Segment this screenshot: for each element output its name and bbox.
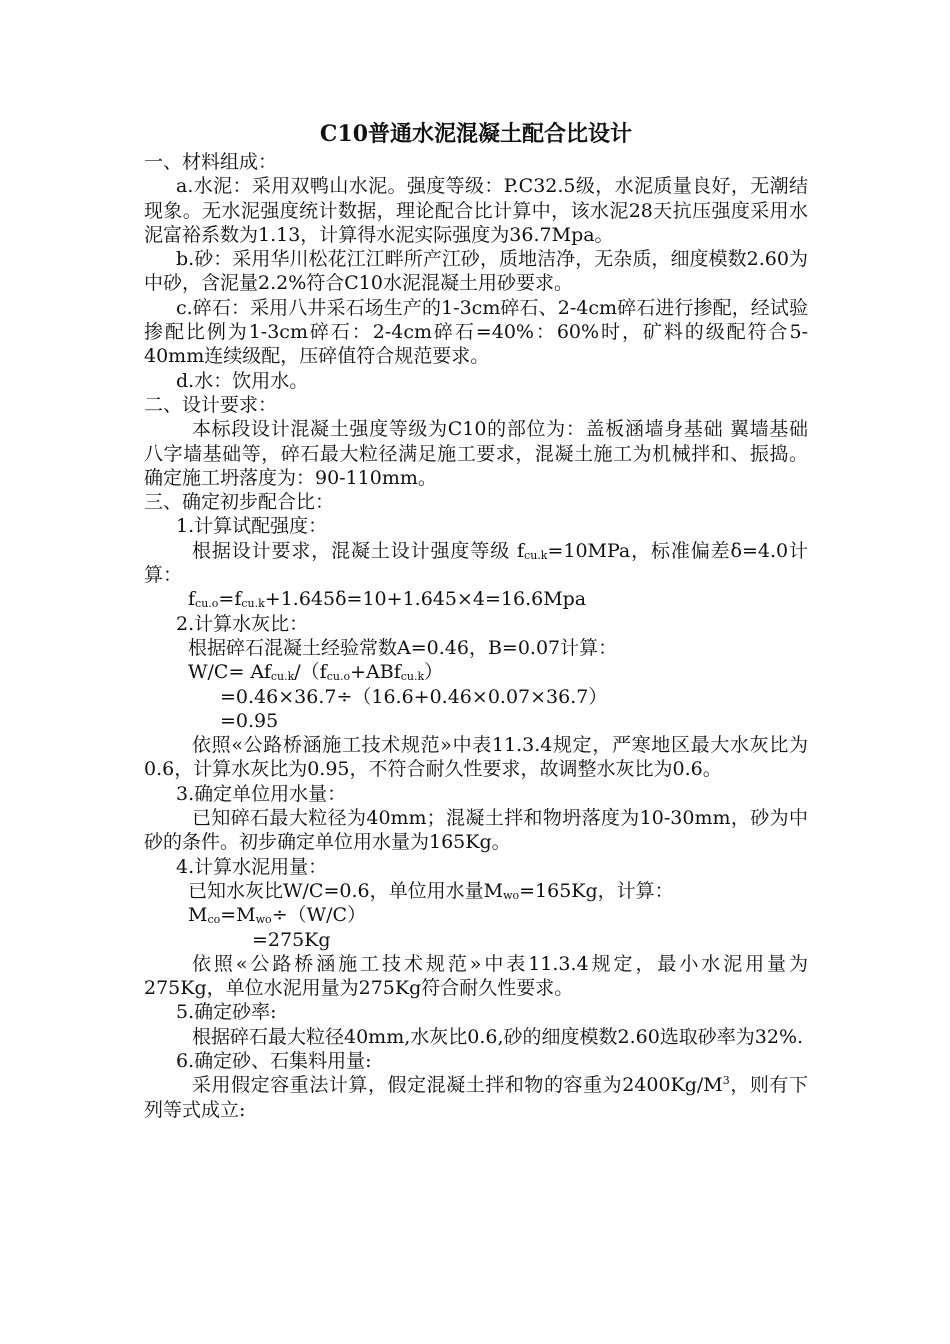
- step-6-text: 采用假定容重法计算，假定混凝土拌和物的容重为$2400Kg/M^3$，则有下列等式成立:: [144, 1074, 808, 1121]
- material-water-paragraph: d.水：饮用水。: [176, 369, 309, 392]
- step-5-text: 根据碎石最大粒径40mm,水灰比0.6,砂的细度模数2.60选取砂率为32%.: [192, 1025, 804, 1048]
- step-4-formula-2: =275Kg: [252, 928, 331, 951]
- step-2-formula-2: =0.46×36.7÷（16.6+0.46×0.07×36.7）: [220, 685, 608, 708]
- step-4-heading: 4.计算水泥用量：: [176, 855, 328, 878]
- step-1-text: 根据设计要求，混凝土设计强度等级 $f_{cu.k}=10MPa$，标准偏差δ=4.0计算：: [144, 539, 808, 587]
- step-2-note: 依照«公路桥涵施工技术规范»中表11.3.4规定，严寒地区最大水灰比为0.6，计算水灰比为0.95，不符合耐久性要求，故调整水灰比为0.6。: [144, 734, 808, 781]
- document-title: C10普通水泥混凝土配合比设计: [319, 121, 633, 147]
- step-3-text: 已知碎石最大粒径为40mm；混凝土拌和物坍落度为10-30mm，砂为中砂的条件。初步确定单位用水量为165Kg。: [144, 807, 808, 854]
- section-3-heading: 三、确定初步配合比：: [144, 491, 335, 514]
- step-4-formula-1: $M_{co}=M_{wo}\div(W/C)$: [188, 904, 367, 927]
- step-2-heading: 2.计算水灰比：: [176, 612, 309, 635]
- material-sand-paragraph: b.砂：采用华川松花江江畔所产江砂，质地洁净，无杂质，细度模数2.60为中砂，含泥量2.2%符合C10水泥混凝土用砂要求。: [144, 248, 808, 295]
- step-1-heading: 1.计算试配强度：: [176, 515, 328, 538]
- step-6-heading: 6.确定砂、石集料用量:: [176, 1049, 372, 1072]
- step-2-formula-1: $W/C= Af_{cu.k}/(f_{cu.o}+ABf_{cu.k})$: [188, 661, 444, 684]
- step-4-text: 已知水灰比W/C=0.6，单位用水量$M_{wo}=165Kg$，计算：: [188, 879, 674, 902]
- document-page: [144, 118, 808, 1122]
- design-requirements-paragraph: 本标段设计混凝土强度等级为C10的部位为：盖板涵墙身基础 翼墙基础 八字墙基础等，碎石最大粒径满足施工要求，混凝土施工为机械拌和、振捣。确定施工坍落度为：90-110mm。: [144, 418, 808, 489]
- step-4-note: 依照«公路桥涵施工技术规范»中表11.3.4规定，最小水泥用量为275Kg，单位水泥用量为275Kg符合耐久性要求。: [144, 952, 808, 1000]
- step-2-text: 根据碎石混凝土经验常数A=0.46，B=0.07计算：: [188, 636, 618, 659]
- material-cement-paragraph: a.水泥：采用双鸭山水泥。强度等级：P.C32.5级，水泥质量良好，无潮结现象。无水泥强度统计数据，理论配合比计算中，该水泥28天抗压强度采用水泥富裕系数为1.13，计算得水泥实际强度为36.7Mpa。: [144, 175, 808, 246]
- section-2-heading: 二、设计要求：: [144, 393, 278, 416]
- step-1-formula: $f_{cu.o}=f_{cu.k}+1.645\delta=10+1.645\times 4=16.6Mpa$: [188, 588, 587, 611]
- step-3-heading: 3.确定单位用水量：: [176, 782, 347, 805]
- step-2-formula-3: =0.95: [220, 709, 279, 732]
- section-1-heading: 一、材料组成：: [144, 151, 278, 173]
- material-gravel-paragraph: c.碎石：采用八井采石场生产的1-3cm碎石、2-4cm碎石进行掺配，经试验掺配比例为1-3cm碎石：2-4cm碎石=40%：60%时，矿料的级配符合5-40mm连续级配，压碎值符合规范要求。: [144, 296, 808, 368]
- step-5-heading: 5.确定砂率:: [176, 1001, 277, 1024]
